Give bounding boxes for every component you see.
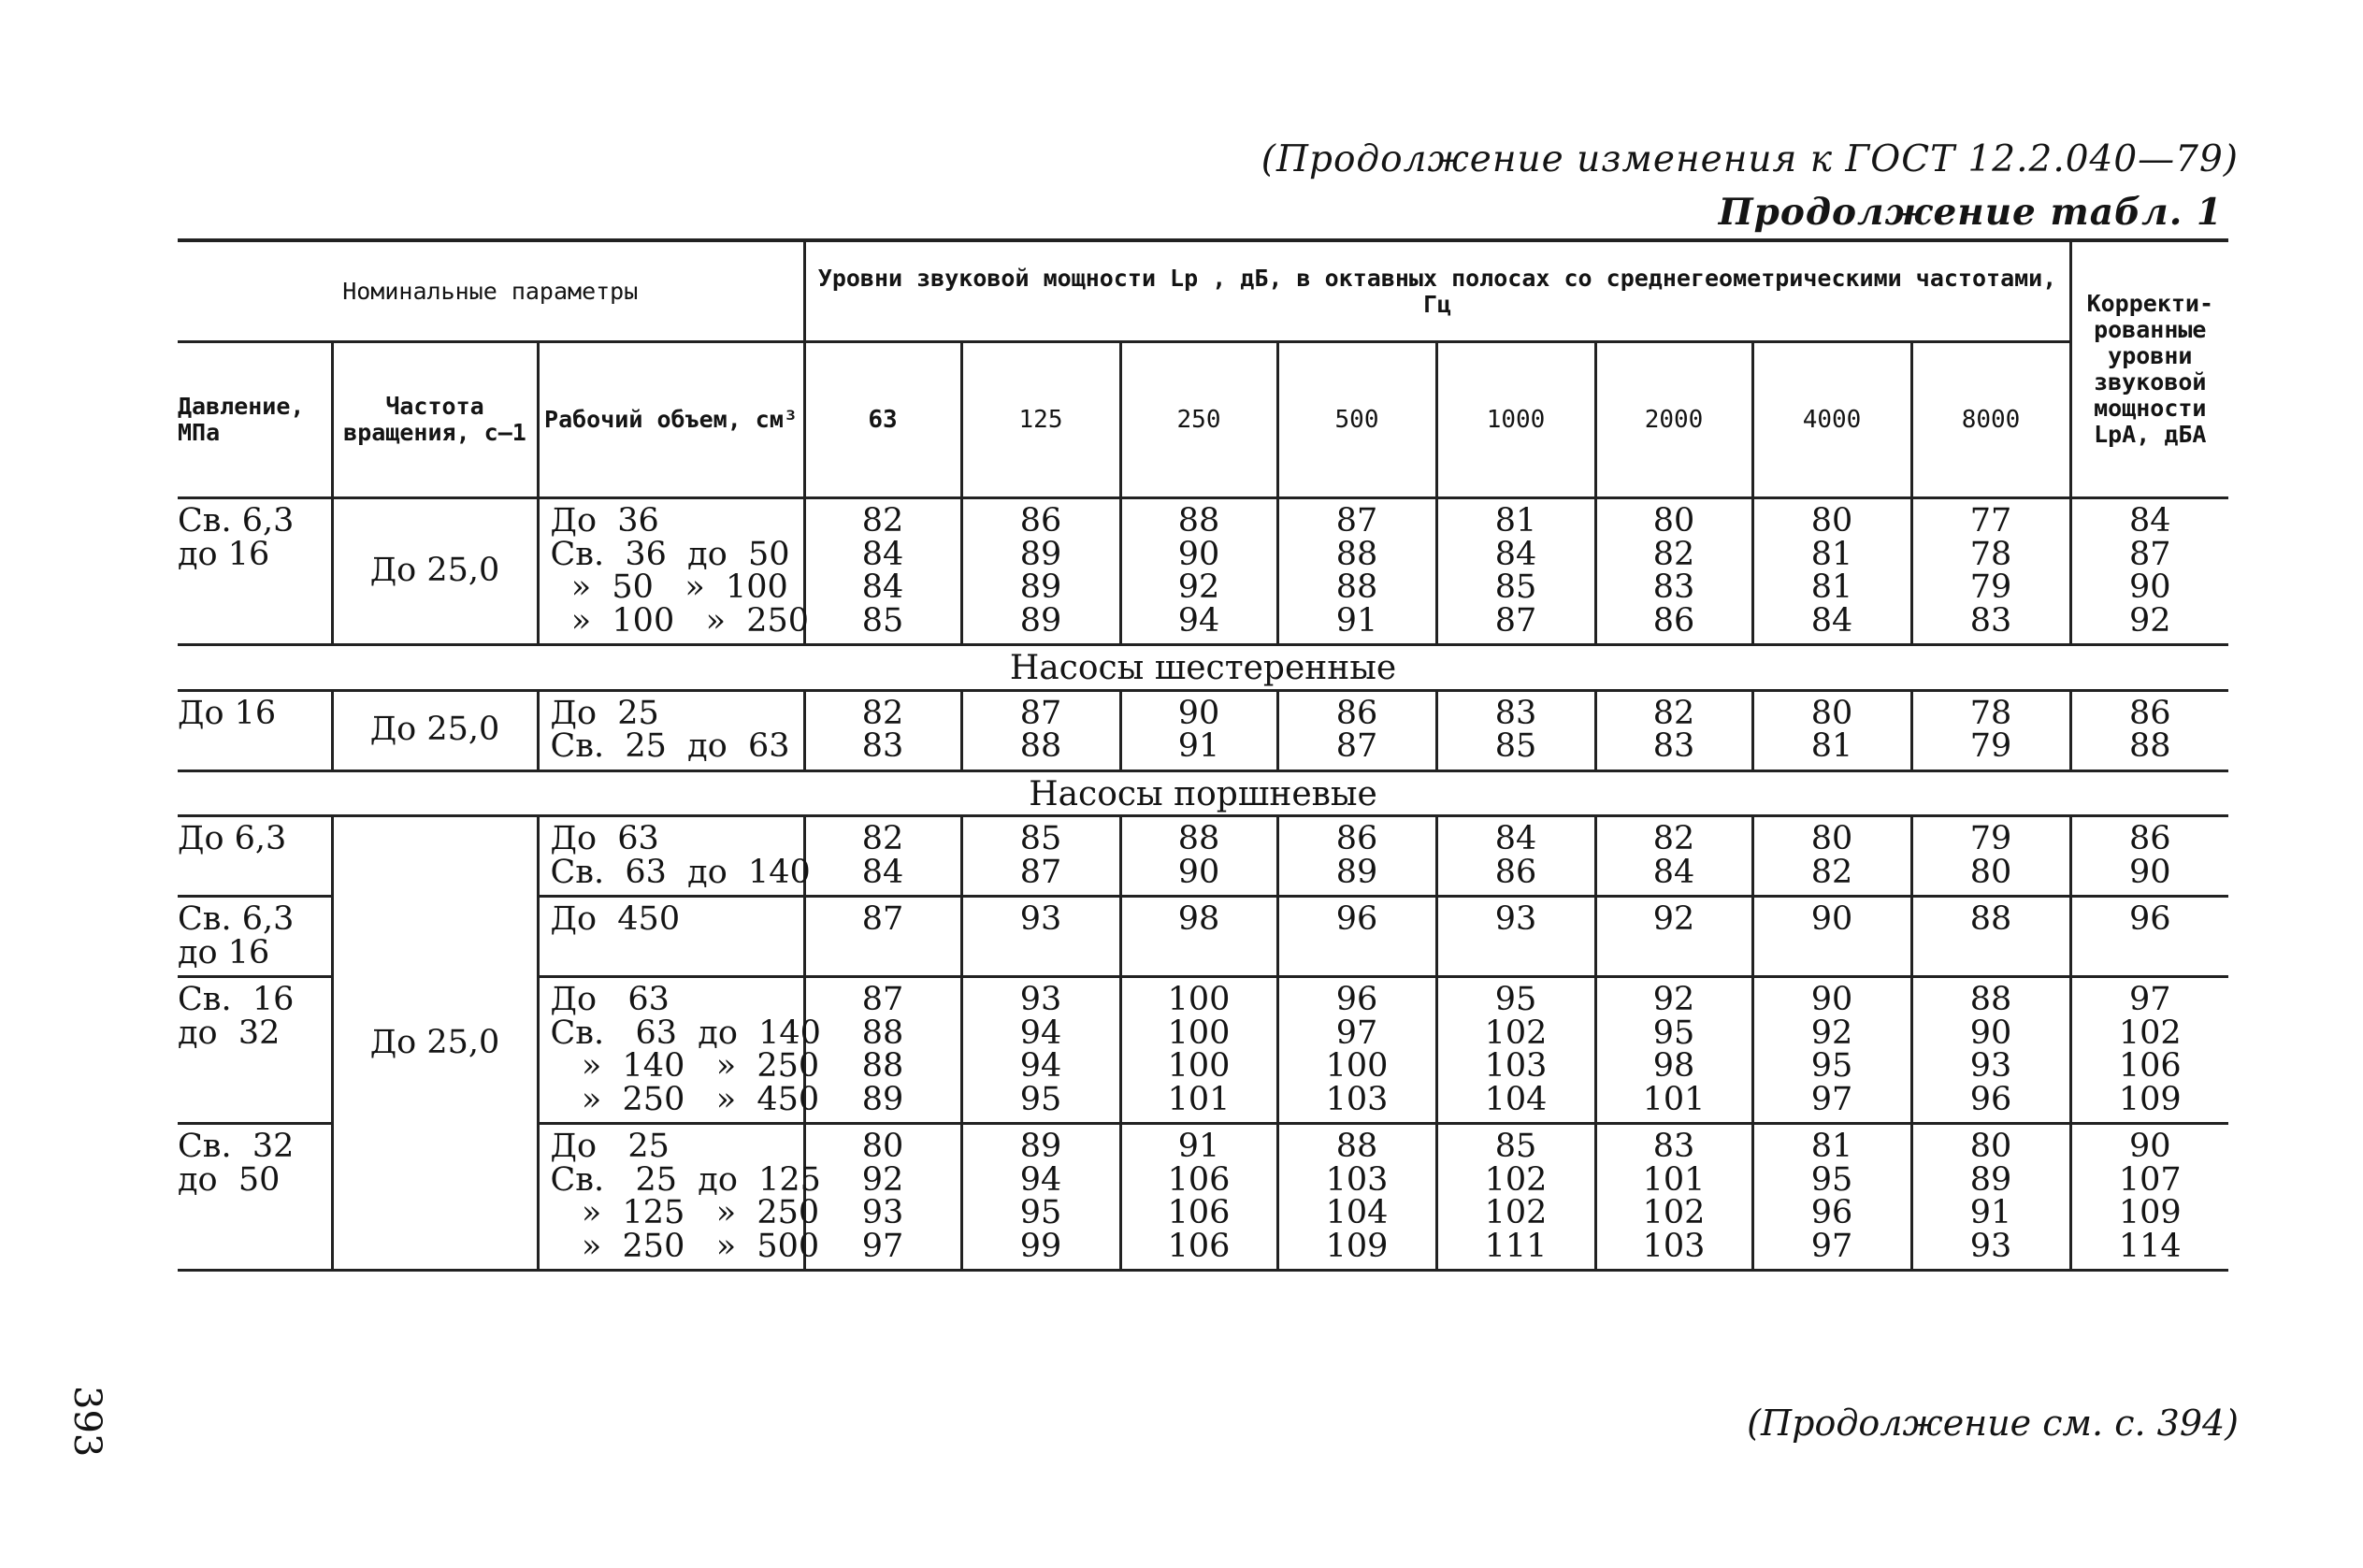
table-row [178, 498, 2228, 645]
value: 84 [861, 568, 904, 606]
freq-250: 250 [1120, 342, 1277, 498]
value: 94 [1019, 1014, 1062, 1052]
value-cell [1595, 897, 1752, 977]
value: 101 [1167, 1080, 1231, 1118]
value: 94 [1177, 601, 1220, 640]
value: 99 [1019, 1227, 1062, 1265]
value-cell [1436, 498, 1595, 645]
value: 91 [1177, 727, 1220, 765]
value: 102 [1484, 1194, 1548, 1231]
pressure-cell: Св. 6,3 до 16 [178, 897, 332, 977]
value: 91 [1177, 1128, 1220, 1165]
section-row [178, 770, 2228, 816]
value: 86 [1335, 694, 1378, 732]
volume-line: До 36 [550, 502, 659, 539]
volume-line: » 100 » 250 [550, 601, 810, 640]
freq-4000: 4000 [1752, 342, 1911, 498]
value: 85 [861, 601, 904, 640]
value: 90 [1810, 981, 1853, 1018]
pressure-cell: До 16 [178, 690, 332, 770]
value: 87 [2129, 535, 2171, 573]
value-cell [1911, 816, 2070, 897]
value: 89 [1969, 1160, 2012, 1199]
value: 96 [1810, 1194, 1853, 1231]
pressure-cell: Св. 32 до 50 [178, 1124, 332, 1271]
value: 80 [1652, 502, 1695, 539]
value-cell [1911, 690, 2070, 770]
value: 80 [1810, 502, 1853, 539]
value-cell [2070, 897, 2228, 977]
value: 83 [1652, 1128, 1695, 1165]
value: 102 [1642, 1194, 1706, 1231]
value-cell [1436, 816, 1595, 897]
value-cell [2070, 498, 2228, 645]
value: 104 [1325, 1194, 1389, 1231]
value-cell [1752, 690, 1911, 770]
value-cell [1120, 977, 1277, 1124]
value: 97 [2129, 981, 2171, 1018]
value: 93 [1969, 1047, 2012, 1085]
value-cell [1752, 1124, 1911, 1271]
value-cell [804, 1124, 961, 1271]
value: 106 [1167, 1194, 1231, 1231]
value: 92 [1652, 981, 1695, 1018]
speed-cell: До 25,0 [332, 498, 538, 645]
table-continuation-title: Продолжение табл. 1 [1718, 191, 2223, 234]
freq-125: 125 [961, 342, 1120, 498]
value-cell [804, 897, 961, 977]
value: 84 [1652, 853, 1695, 891]
value: 83 [1494, 694, 1537, 732]
value: 83 [1969, 601, 2012, 640]
volume-cell [538, 498, 810, 645]
value: 88 [1969, 981, 2012, 1018]
value: 96 [1969, 1080, 2012, 1118]
value: 87 [1019, 853, 1062, 891]
value: 97 [1810, 1227, 1853, 1265]
value: 89 [1335, 853, 1378, 891]
value: 86 [1494, 853, 1537, 891]
value: 95 [1810, 1160, 1853, 1199]
value-cell [961, 498, 1120, 645]
value: 95 [1652, 1014, 1695, 1052]
volume-line: Св. 63 до 140 [550, 1014, 821, 1052]
value-cell [804, 977, 961, 1124]
value: 80 [861, 1128, 904, 1165]
value: 109 [2118, 1080, 2182, 1118]
value: 80 [1969, 853, 2012, 891]
volume-line: Св. 25 до 125 [550, 1160, 821, 1199]
value: 82 [1652, 694, 1695, 732]
value: 79 [1969, 568, 2012, 606]
value-cell [1911, 897, 2070, 977]
value: 88 [861, 1047, 904, 1085]
value: 81 [1810, 727, 1853, 765]
value-cell [961, 977, 1120, 1124]
value: 98 [1177, 900, 1220, 938]
value: 100 [1167, 1047, 1231, 1085]
value: 89 [1019, 1128, 1062, 1165]
value: 93 [1969, 1227, 2012, 1265]
freq-63: 63 [804, 342, 961, 498]
volume-line: » 250 » 450 [550, 1080, 820, 1118]
value-cell [1595, 498, 1752, 645]
volume-cell [538, 977, 821, 1124]
value: 84 [861, 535, 904, 573]
value: 83 [861, 727, 904, 765]
value-cell [1120, 897, 1277, 977]
speed-cell: До 25,0 [332, 690, 538, 770]
value: 87 [861, 981, 904, 1018]
value: 89 [1019, 601, 1062, 640]
value: 91 [1969, 1194, 2012, 1231]
value-cell [2070, 816, 2228, 897]
volume-line: Св. 63 до 140 [550, 853, 811, 891]
table-row [178, 690, 2228, 770]
value: 80 [1810, 694, 1853, 732]
table-row [178, 816, 2228, 897]
value-cell [1120, 498, 1277, 645]
value-cell [1277, 897, 1436, 977]
value: 81 [1810, 568, 1853, 606]
value: 79 [1969, 727, 2012, 765]
volume-line: » 50 » 100 [550, 568, 788, 606]
value: 86 [1335, 820, 1378, 857]
value: 82 [1810, 853, 1853, 891]
value: 90 [1177, 694, 1220, 732]
value: 90 [1969, 1014, 2012, 1052]
volume-cell [538, 1124, 821, 1271]
value: 81 [1810, 1128, 1853, 1165]
value-cell [2070, 690, 2228, 770]
value: 97 [1335, 1014, 1378, 1052]
nominal-params-header: Номинальные параметры [178, 240, 804, 342]
value: 97 [861, 1227, 904, 1265]
volume-line: До 25 [550, 1128, 670, 1165]
value: 77 [1969, 502, 2012, 539]
section-title: Насосы шестеренные [178, 645, 2228, 691]
freq-8000: 8000 [1911, 342, 2070, 498]
value: 85 [1494, 1128, 1537, 1165]
value: 80 [1969, 1128, 2012, 1165]
value-cell [1911, 977, 2070, 1124]
value: 89 [861, 1080, 904, 1118]
value: 87 [1019, 694, 1062, 732]
continuation-footer: (Продолжение см. с. 394) [1747, 1403, 2239, 1444]
value: 82 [861, 502, 904, 539]
value: 85 [1494, 727, 1537, 765]
value: 98 [1652, 1047, 1695, 1085]
noise-levels-table [178, 238, 2228, 1272]
value: 92 [1810, 1014, 1853, 1052]
value-cell [804, 690, 961, 770]
value: 82 [1652, 820, 1695, 857]
value: 93 [1494, 900, 1537, 938]
volume-cell [538, 690, 804, 770]
value: 88 [1335, 1128, 1378, 1165]
value: 106 [1167, 1160, 1231, 1199]
section-row [178, 645, 2228, 691]
value: 87 [1494, 601, 1537, 640]
value: 88 [1335, 535, 1378, 573]
value: 94 [1019, 1047, 1062, 1085]
volume-line: » 250 » 500 [550, 1227, 820, 1265]
value: 100 [1167, 981, 1231, 1018]
value: 106 [2118, 1047, 2182, 1085]
value: 87 [861, 900, 904, 938]
value-cell [961, 897, 1120, 977]
value-cell [961, 1124, 1120, 1271]
value-cell [1277, 690, 1436, 770]
value: 88 [1019, 727, 1062, 765]
value-cell [1752, 816, 1911, 897]
value-cell [1277, 1124, 1436, 1271]
value: 86 [2129, 694, 2171, 732]
value-cell [1911, 1124, 2070, 1271]
value: 103 [1325, 1160, 1389, 1199]
value: 109 [2118, 1194, 2182, 1231]
value: 92 [1177, 568, 1220, 606]
value: 96 [1335, 900, 1378, 938]
value: 91 [1335, 601, 1378, 640]
value: 92 [2129, 601, 2171, 640]
value: 84 [1810, 601, 1853, 640]
value: 81 [1494, 502, 1537, 539]
value-cell [1436, 897, 1595, 977]
value-cell [804, 498, 961, 645]
value: 88 [1335, 568, 1378, 606]
pressure-cell: Св. 6,3 до 16 [178, 498, 332, 645]
value: 82 [861, 820, 904, 857]
value: 93 [1019, 981, 1062, 1018]
value-cell [1911, 498, 2070, 645]
sound-levels-header: Уровни звуковой мощности Lp , дБ, в октавных полосах со среднегеометрическими частотами, Гц [804, 240, 2070, 342]
value: 109 [1325, 1227, 1389, 1265]
value-cell [961, 816, 1120, 897]
value: 103 [1484, 1047, 1548, 1085]
value: 90 [2129, 1128, 2171, 1165]
value: 87 [1335, 502, 1378, 539]
value-cell [1120, 816, 1277, 897]
pressure-header: Давление, МПа [178, 342, 332, 498]
freq-2000: 2000 [1595, 342, 1752, 498]
volume-cell [538, 816, 811, 897]
value-cell [2070, 977, 2228, 1124]
page-number: 393 [65, 1386, 108, 1458]
value: 78 [1969, 694, 2012, 732]
value: 82 [861, 694, 904, 732]
value: 104 [1484, 1080, 1548, 1118]
value-cell [1752, 977, 1911, 1124]
volume-line: До 63 [550, 820, 659, 857]
frequency-header: Частота вращения, с—1 [332, 342, 538, 498]
value: 90 [1177, 535, 1220, 573]
value: 88 [1177, 502, 1220, 539]
value-cell [1436, 977, 1595, 1124]
value-cell [1752, 498, 1911, 645]
value: 89 [1019, 535, 1062, 573]
value: 95 [1810, 1047, 1853, 1085]
volume-line: Св. 36 до 50 [550, 535, 790, 573]
freq-1000: 1000 [1436, 342, 1595, 498]
value: 85 [1494, 568, 1537, 606]
value: 90 [1177, 853, 1220, 891]
pressure-cell: До 6,3 [178, 816, 332, 897]
value-cell [2070, 1124, 2228, 1271]
value: 81 [1810, 535, 1853, 573]
value: 107 [2118, 1160, 2182, 1199]
value: 83 [1652, 568, 1695, 606]
value: 87 [1335, 727, 1378, 765]
volume-cell [538, 897, 804, 977]
value: 84 [1494, 820, 1537, 857]
value: 92 [1652, 900, 1695, 938]
value: 90 [1810, 900, 1853, 938]
value: 86 [2129, 820, 2171, 857]
speed-cell: До 25,0 [332, 816, 538, 1271]
value-cell [1436, 690, 1595, 770]
value: 86 [1019, 502, 1062, 539]
value: 84 [2129, 502, 2171, 539]
continuation-note: (Продолжение изменения к ГОСТ 12.2.040—79) [1261, 138, 2239, 180]
value-cell [1120, 1124, 1277, 1271]
volume-header: Рабочий объем, см³ [538, 342, 804, 498]
value: 89 [1019, 568, 1062, 606]
value: 90 [2129, 568, 2171, 606]
value: 79 [1969, 820, 2012, 857]
volume-line: До 63 [550, 981, 670, 1018]
value-cell [1277, 816, 1436, 897]
value: 103 [1325, 1080, 1389, 1118]
value: 111 [1484, 1227, 1548, 1265]
value: 83 [1652, 727, 1695, 765]
pressure-cell: Св. 16 до 32 [178, 977, 332, 1124]
value: 95 [1019, 1080, 1062, 1118]
value: 114 [2118, 1227, 2182, 1265]
value: 101 [1642, 1080, 1706, 1118]
freq-500: 500 [1277, 342, 1436, 498]
value-cell [1595, 1124, 1752, 1271]
value: 102 [1484, 1160, 1548, 1199]
section-title: Насосы поршневые [178, 770, 2228, 816]
value: 82 [1652, 535, 1695, 573]
volume-line: Св. 25 до 63 [550, 727, 790, 765]
value: 92 [861, 1160, 904, 1199]
value: 100 [1167, 1014, 1231, 1052]
value: 80 [1810, 820, 1853, 857]
value-cell [1277, 977, 1436, 1124]
value: 88 [2129, 727, 2171, 765]
value: 95 [1494, 981, 1537, 1018]
value: 100 [1325, 1047, 1389, 1085]
corrected-level-header: Корректи-рованные уровни звуковой мощности LpA, дБА [2070, 240, 2228, 498]
value: 101 [1642, 1160, 1706, 1199]
value: 106 [1167, 1227, 1231, 1265]
value-cell [1752, 897, 1911, 977]
value: 84 [1494, 535, 1537, 573]
value: 78 [1969, 535, 2012, 573]
value-cell [1595, 977, 1752, 1124]
value: 85 [1019, 820, 1062, 857]
value: 97 [1810, 1080, 1853, 1118]
volume-line: » 125 » 250 [550, 1194, 820, 1231]
value-cell [1595, 690, 1752, 770]
value: 94 [1019, 1160, 1062, 1199]
value: 102 [1484, 1014, 1548, 1052]
volume-line: » 140 » 250 [550, 1047, 820, 1085]
value: 84 [861, 853, 904, 891]
volume-line: До 450 [550, 900, 681, 938]
value: 96 [2129, 900, 2171, 938]
value-cell [1277, 498, 1436, 645]
value: 86 [1652, 601, 1695, 640]
value-cell [804, 816, 961, 897]
value: 93 [861, 1194, 904, 1231]
value: 102 [2118, 1014, 2182, 1052]
volume-line: До 25 [550, 694, 659, 732]
value: 93 [1019, 900, 1062, 938]
value: 95 [1019, 1194, 1062, 1231]
value-cell [961, 690, 1120, 770]
value-cell [1436, 1124, 1595, 1271]
value: 88 [861, 1014, 904, 1052]
value: 88 [1177, 820, 1220, 857]
value: 90 [2129, 853, 2171, 891]
value: 88 [1969, 900, 2012, 938]
value-cell [1595, 816, 1752, 897]
value: 96 [1335, 981, 1378, 1018]
value: 103 [1642, 1227, 1706, 1265]
value-cell [1120, 690, 1277, 770]
